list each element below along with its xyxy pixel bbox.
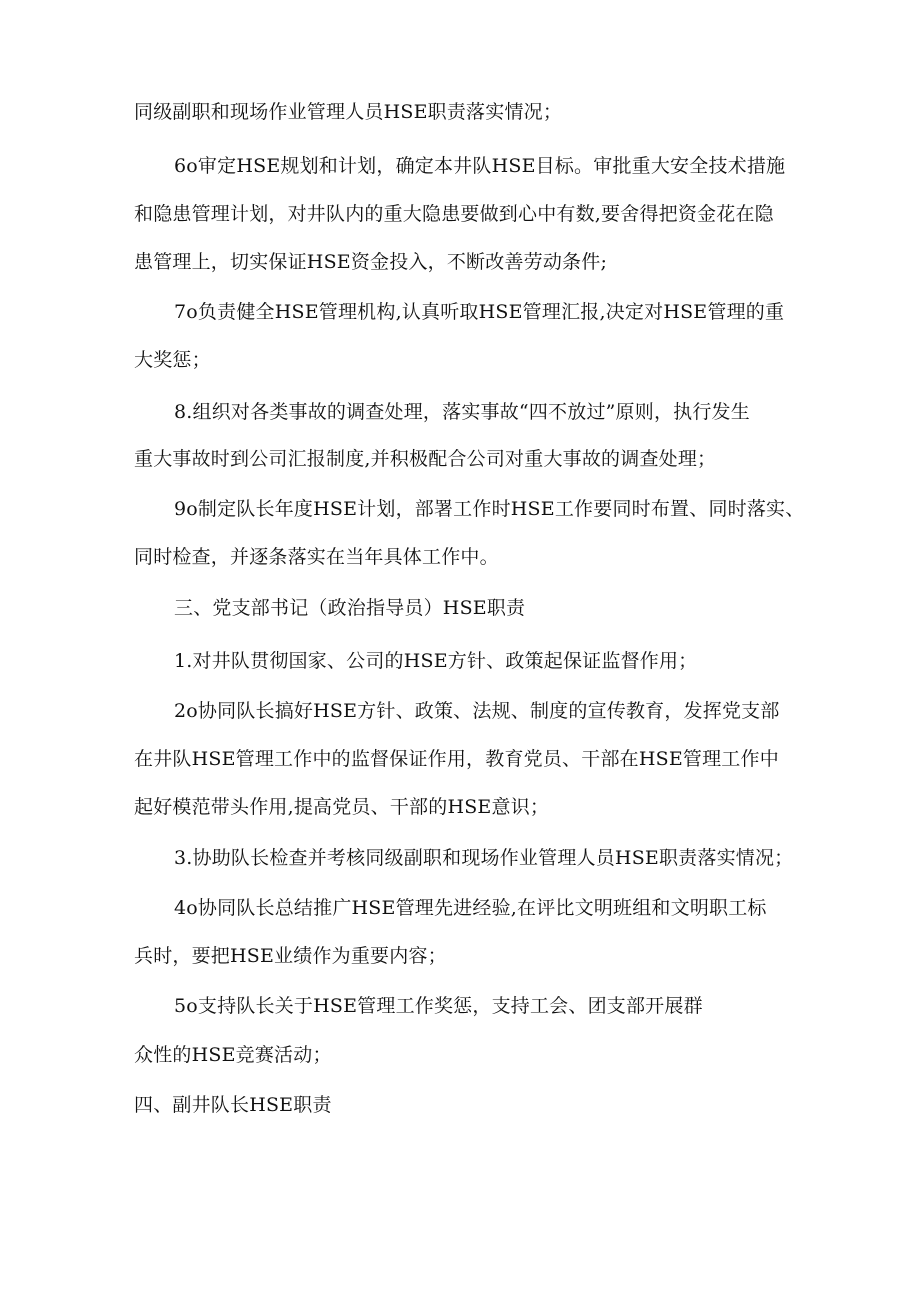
text-line-11: 三、党支部书记（政治指导员）HSE职责 (174, 597, 526, 619)
text-line-7: 8.组织对各类事故的调查处理，落实事故“四不放过”原则，执行发生 (174, 401, 750, 423)
text-line-16: 3.协助队长检查并考核同级副职和现场作业管理人员HSE职责落实情况； (174, 847, 794, 869)
text-line-9: 9o制定队长年度HSE计划，部署工作时HSE工作要同时布置、同时落实、 (174, 498, 805, 520)
text-line-2: 6o审定HSE规划和计划，确定本井队HSE目标。审批重大安全技术措施 (174, 155, 786, 177)
text-line-14: 在井队HSE管理工作中的监督保证作用，教育党员、干部在HSE管理工作中 (134, 748, 779, 770)
text-line-10: 同时检查，并逐条落实在当年具体工作中。 (134, 546, 499, 568)
text-line-21: 四、副井队长HSE职责 (134, 1094, 332, 1116)
text-line-20: 众性的HSE竞赛活动； (134, 1044, 332, 1066)
text-line-3: 和隐患管理计划，对井队内的重大隐患要做到心中有数,要舍得把资金花在隐 (134, 203, 774, 225)
text-line-18: 兵时，要把HSE业绩作为重要内容； (134, 945, 447, 967)
text-line-19: 5o支持队长关于HSE管理工作奖惩，支持工会、团支部开展群 (174, 995, 703, 1017)
text-line-8: 重大事故时到公司汇报制度,并积极配合公司对重大事故的调查处理； (134, 448, 717, 470)
text-line-1: 同级副职和现场作业管理人员HSE职责落实情况； (134, 101, 563, 123)
text-line-5: 7o负责健全HSE管理机构,认真听取HSE管理汇报,决定对HSE管理的重 (174, 301, 785, 323)
text-line-4: 患管理上，切实保证HSE资金投入，不断改善劳动条件; (134, 251, 608, 273)
text-line-13: 2o协同队长搞好HSE方针、政策、法规、制度的宣传教育，发挥党支部 (174, 700, 780, 722)
text-line-12: 1.对井队贯彻国家、公司的HSE方针、政策起保证监督作用； (174, 650, 698, 672)
text-line-6: 大奖惩； (134, 349, 211, 371)
text-line-17: 4o协同队长总结推广HSE管理先进经验,在评比文明班组和文明职工标 (174, 897, 767, 919)
text-line-15: 起好模范带头作用,提高党员、干部的HSE意识； (134, 796, 550, 818)
